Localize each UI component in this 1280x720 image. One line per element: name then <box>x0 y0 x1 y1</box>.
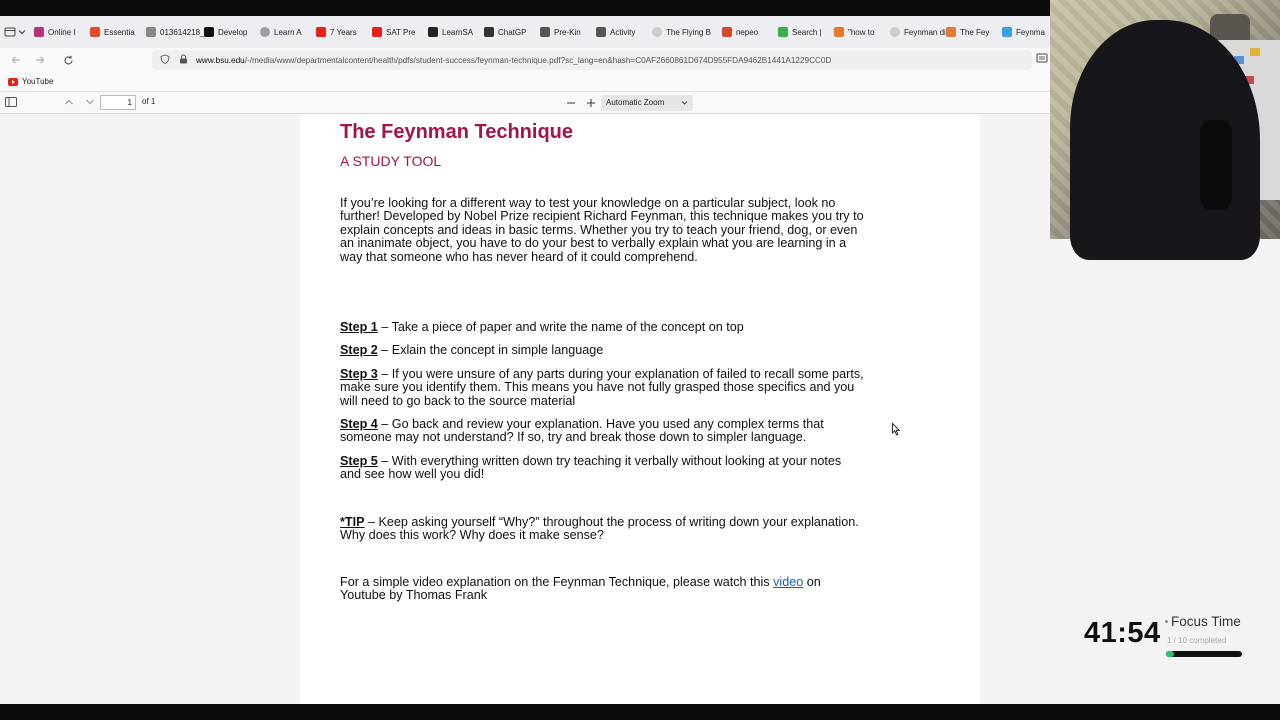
browser-tab[interactable] <box>478 20 534 44</box>
tip-text: Why does this work? Why does it make sense? <box>340 528 604 543</box>
browser-tab[interactable] <box>28 20 84 44</box>
zoom-select[interactable] <box>601 95 693 111</box>
tab-label: Learn A <box>274 27 302 37</box>
headphones-icon <box>1200 120 1232 210</box>
intro-paragraph <box>340 197 940 264</box>
bottom-black-bar <box>0 704 1280 720</box>
video-text: on <box>803 575 821 589</box>
focus-timer-title: Focus Time <box>1171 614 1241 629</box>
purple-play-icon <box>34 27 44 37</box>
browser-tab[interactable] <box>828 20 884 44</box>
tab-list <box>28 20 1050 44</box>
intro-line: an inanimate object, you have to do your best to verbally explain what you are learning in a <box>340 236 847 251</box>
step-4-text: someone may not understand? If so, try and break those down to simpler language. <box>340 430 807 445</box>
focus-timer-progress-fill <box>1166 651 1174 657</box>
sidebar-toggle-icon[interactable] <box>5 97 17 109</box>
step-1-label: Step 1 <box>340 320 378 334</box>
document-title: The Feynman Technique <box>340 121 573 143</box>
youtube-icon <box>316 27 326 37</box>
tip-label: *TIP <box>340 515 365 529</box>
browser-tab[interactable] <box>646 20 716 44</box>
pdf-icon <box>1002 27 1012 37</box>
back-icon[interactable] <box>4 48 28 72</box>
step-3-text: make sure you identify them. This means you have not fully grasped those specifics and you <box>340 380 855 395</box>
focus-timer-time: 41:54 <box>1084 617 1161 649</box>
step-4-text: – Go back and review your explanation. Have you used any complex terms that <box>377 417 824 431</box>
tab-label: The Flying B <box>666 27 711 37</box>
next-page-icon[interactable] <box>85 98 95 108</box>
tab-label: Essentia <box>104 27 135 37</box>
video-text: For a simple video explanation on the Feynman Technique, please watch this <box>340 575 774 589</box>
intro-line: way that someone who has never heard of it could comprehend. <box>340 249 698 264</box>
focus-timer-progress-bar <box>1166 651 1242 657</box>
youtube-icon <box>372 27 382 37</box>
browser-tab[interactable] <box>422 20 478 44</box>
forward-icon[interactable] <box>28 48 52 72</box>
webcam-feed <box>1050 0 1280 239</box>
zoom-out-icon[interactable] <box>566 98 576 110</box>
tab-label: перео <box>736 27 759 37</box>
pdf-page <box>300 114 980 704</box>
step-2-label: Step 2 <box>340 343 378 357</box>
claude-icon <box>946 27 956 37</box>
shield-icon[interactable] <box>156 54 174 67</box>
step-5-label: Step 5 <box>340 454 378 468</box>
tip <box>340 516 940 543</box>
chevron-down-icon[interactable] <box>16 21 28 43</box>
step-2-text: – Exlain the concept in simple language <box>377 343 604 357</box>
reader-view-icon[interactable] <box>1036 52 1050 66</box>
url-path: /-/media/www/departmentalcontent/health/pdfs/student-success/feynman-technique.pdf?sc_lang=en&hash=C0AF2660861D674D955FDA9462B1441A1229CC0D <box>244 55 832 65</box>
tab-label: Pre-Kin <box>554 27 581 37</box>
intro-line: If you’re looking for a different way to test your knowledge on a particular subject, look no <box>340 196 836 210</box>
tip-text: – Keep asking yourself “Why?” throughout the process of writing down your explanation. <box>364 515 859 529</box>
tab-label: LearnSA <box>442 27 474 37</box>
browser-tab[interactable] <box>254 20 310 44</box>
browser-tab[interactable] <box>772 20 828 44</box>
step-5 <box>340 455 940 482</box>
tab-label: 013614218_ <box>160 27 205 37</box>
step-3-text: – If you were unsure of any parts during your explanation of failed to recall some parts, <box>377 367 864 381</box>
video-link[interactable]: video <box>773 575 804 589</box>
url-text[interactable] <box>196 56 831 65</box>
tab-label: Online I <box>48 27 76 37</box>
intro-line: explain concepts and ideas in basic terms. Whether you try to teach your friend, dog, or even <box>340 222 858 237</box>
tab-label: 7 Years <box>330 27 357 37</box>
browser-tab[interactable] <box>140 20 205 44</box>
tab-label: Activity <box>610 27 636 37</box>
tab-bar <box>0 16 1050 48</box>
tab-label: "how to <box>848 27 875 37</box>
focus-timer-progress-text: 1 / 10 completed <box>1167 636 1227 645</box>
mouse-cursor-icon <box>892 423 900 436</box>
step-5-text: – With everything written down try teaching it verbally without looking at your notes <box>377 454 842 468</box>
browser-tab[interactable] <box>198 20 254 44</box>
previous-page-icon[interactable] <box>64 98 74 108</box>
browser-tab[interactable] <box>366 20 422 44</box>
step-3-text: will need to go back to the source material <box>340 393 576 408</box>
blank-icon <box>652 27 662 37</box>
zoom-in-icon[interactable] <box>586 98 596 110</box>
navigation-bar <box>0 48 1050 72</box>
tab-label: SAT Pre <box>386 27 416 37</box>
browser-tab[interactable] <box>996 20 1050 44</box>
tab-label: The Fey <box>960 27 990 37</box>
webcam-magnet <box>1250 48 1260 56</box>
tab-label: Feynman di <box>904 27 946 37</box>
youtube-icon <box>8 78 18 86</box>
bookmark-youtube[interactable]: YouTube <box>22 77 54 86</box>
tab-label: Develop <box>218 27 248 37</box>
browser-tab[interactable] <box>534 20 590 44</box>
zoom-select-value: Automatic Zoom <box>606 98 665 107</box>
address-bar[interactable] <box>152 50 1032 70</box>
tab-label: Search | <box>792 27 822 37</box>
speaker-icon <box>722 27 732 37</box>
tiktok-icon <box>204 27 214 37</box>
browser-tab[interactable] <box>310 20 366 44</box>
step-1 <box>340 321 940 334</box>
page-total: of 1 <box>142 97 156 106</box>
document-subtitle: A STUDY TOOL <box>340 153 442 169</box>
step-3 <box>340 368 940 408</box>
focus-timer-dot <box>1165 620 1168 623</box>
feather-icon <box>596 27 606 37</box>
browser-tab[interactable] <box>884 20 946 44</box>
step-3-label: Step 3 <box>340 367 378 381</box>
video-text: Youtube by Thomas Frank <box>340 588 488 603</box>
tab-manager-icon[interactable] <box>4 21 16 43</box>
feather-icon <box>540 27 550 37</box>
reload-icon[interactable] <box>56 48 80 72</box>
step-4-label: Step 4 <box>340 417 378 431</box>
step-5-text: and see how well you did! <box>340 467 485 482</box>
intro-line: further! Developed by Nobel Prize recipient Richard Feynman, this technique makes you try to <box>340 209 864 224</box>
brave-icon <box>834 27 844 37</box>
browser-tab[interactable] <box>716 20 772 44</box>
bookmarks-bar <box>0 72 1050 92</box>
openai-icon <box>484 27 494 37</box>
blank-icon <box>890 27 900 37</box>
lambda-icon <box>428 27 438 37</box>
page-number-input[interactable]: 1 <box>100 95 136 110</box>
browser-tab[interactable] <box>84 20 140 44</box>
opera-icon <box>90 27 100 37</box>
doc-icon <box>146 27 156 37</box>
tab-label: ChatGP <box>498 27 527 37</box>
step-4 <box>340 418 940 445</box>
browser-tab[interactable] <box>590 20 646 44</box>
lock-icon[interactable] <box>174 54 192 67</box>
video-paragraph <box>340 576 940 603</box>
search-app-icon <box>778 27 788 37</box>
browser-tab[interactable] <box>940 20 996 44</box>
step-1-text: – Take a piece of paper and write the name of the concept on top <box>377 320 744 334</box>
tab-label: Feynma <box>1016 27 1045 37</box>
url-host: www.bsu.edu <box>196 55 245 65</box>
globe-icon <box>260 27 270 37</box>
step-2 <box>340 344 940 357</box>
